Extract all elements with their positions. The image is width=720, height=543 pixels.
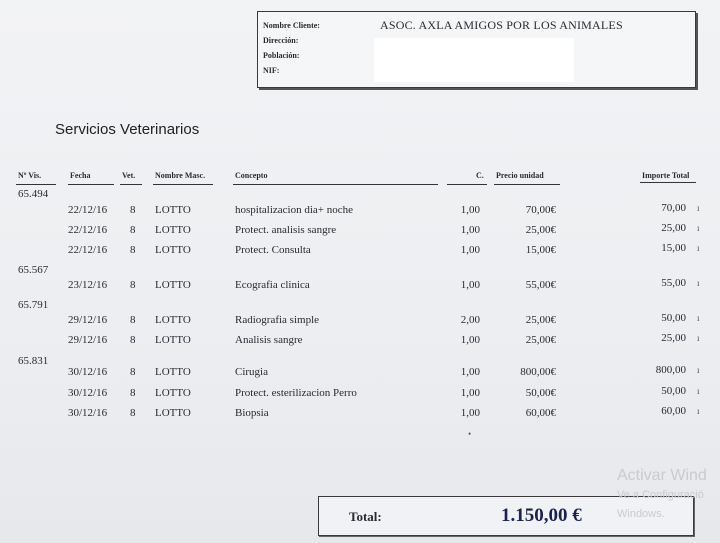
row-tick-mark: ı (697, 333, 700, 343)
cell-unit-price: 25,00€ (525, 314, 556, 326)
header-underline (153, 184, 213, 185)
cell-total: 15,00 (661, 242, 686, 254)
cell-total: 25,00 (661, 222, 686, 234)
cell-concept: Analisis sangre (235, 334, 303, 346)
cell-pet-name: LOTTO (155, 334, 191, 346)
header-underline (16, 184, 56, 185)
cell-quantity: 1,00 (460, 224, 480, 236)
cell-total: 25,00 (661, 332, 686, 344)
client-town-label: Población: (263, 51, 300, 60)
cell-pet-name: LOTTO (155, 366, 191, 378)
col-header-concept: Concepto (235, 171, 268, 180)
row-tick-mark: ı (697, 203, 700, 213)
header-underline (494, 184, 560, 185)
cell-vet: 8 (130, 387, 136, 399)
redacted-area (374, 38, 574, 82)
cell-vet: 8 (130, 244, 136, 256)
stray-mark: • (468, 429, 472, 439)
page-title: Servicios Veterinarios (55, 121, 200, 138)
cell-date: 30/12/16 (68, 407, 108, 419)
col-header-total: Importe Total (642, 171, 690, 180)
row-tick-mark: ı (697, 406, 700, 416)
cell-pet-name: LOTTO (155, 224, 191, 236)
total-value: 1.150,00 € (501, 505, 582, 526)
total-label: Total: (349, 509, 382, 524)
cell-concept: Ecografia clinica (235, 279, 310, 291)
cell-unit-price: 25,00€ (525, 334, 556, 346)
header-underline (120, 184, 142, 185)
cell-date: 29/12/16 (68, 314, 108, 326)
cell-quantity: 2,00 (460, 314, 480, 326)
header-underline (640, 182, 696, 183)
client-info-box (257, 11, 696, 88)
visit-number: 65.494 (18, 188, 49, 200)
cell-unit-price: 25,00€ (525, 224, 556, 236)
cell-vet: 8 (130, 279, 136, 291)
cell-date: 23/12/16 (68, 279, 108, 291)
cell-vet: 8 (130, 334, 136, 346)
cell-concept: Protect. esterilizacion Perro (235, 387, 357, 399)
cell-concept: Protect. analisis sangre (235, 224, 337, 236)
row-tick-mark: ı (697, 243, 700, 253)
header-underline (233, 184, 438, 185)
watermark-line: Ve a Configuració (617, 489, 704, 501)
col-header-visit: Nº Vis. (18, 171, 42, 180)
client-name-value: ASOC. AXLA AMIGOS POR LOS ANIMALES (380, 18, 623, 32)
cell-vet: 8 (130, 224, 136, 236)
cell-quantity: 1,00 (460, 387, 480, 399)
client-address-label: Dirección: (263, 36, 299, 45)
client-nif-label: NIF: (263, 66, 280, 75)
cell-quantity: 1,00 (460, 366, 480, 378)
visit-number: 65.831 (18, 355, 49, 367)
cell-concept: Protect. Consulta (235, 244, 311, 256)
watermark-line: Activar Wind (617, 467, 707, 484)
cell-vet: 8 (130, 204, 136, 216)
row-tick-mark: ı (697, 313, 700, 323)
visit-number: 65.791 (18, 299, 49, 311)
visit-number: 65.567 (18, 264, 49, 276)
cell-date: 29/12/16 (68, 334, 108, 346)
cell-vet: 8 (130, 407, 136, 419)
row-tick-mark: ı (697, 223, 700, 233)
cell-quantity: 1,00 (460, 279, 480, 291)
cell-total: 50,00 (661, 312, 686, 324)
row-tick-mark: ı (697, 365, 700, 375)
cell-unit-price: 15,00€ (525, 244, 556, 256)
cell-total: 50,00 (661, 385, 686, 397)
cell-total: 55,00 (661, 277, 686, 289)
cell-quantity: 1,00 (460, 407, 480, 419)
cell-total: 800,00 (655, 364, 686, 376)
cell-date: 22/12/16 (68, 244, 108, 256)
cell-unit-price: 70,00€ (525, 204, 556, 216)
cell-pet-name: LOTTO (155, 407, 191, 419)
watermark-line: Windows. (617, 508, 665, 520)
cell-concept: Cirugia (235, 366, 268, 378)
header-underline (68, 184, 114, 185)
cell-unit-price: 50,00€ (525, 387, 556, 399)
cell-pet-name: LOTTO (155, 204, 191, 216)
cell-pet-name: LOTTO (155, 387, 191, 399)
cell-quantity: 1,00 (460, 244, 480, 256)
col-header-vet: Vet. (122, 171, 136, 180)
col-header-unit-price: Precio unidad (496, 171, 544, 180)
cell-total: 70,00 (661, 202, 686, 214)
cell-quantity: 1,00 (460, 204, 480, 216)
col-header-qty: C. (476, 171, 484, 180)
cell-date: 30/12/16 (68, 366, 108, 378)
cell-unit-price: 800,00€ (520, 366, 556, 378)
cell-vet: 8 (130, 366, 136, 378)
cell-pet-name: LOTTO (155, 279, 191, 291)
cell-concept: Biopsia (235, 407, 269, 419)
row-tick-mark: ı (697, 386, 700, 396)
cell-date: 22/12/16 (68, 224, 108, 236)
cell-date: 22/12/16 (68, 204, 108, 216)
cell-vet: 8 (130, 314, 136, 326)
header-underline (447, 184, 487, 185)
cell-date: 30/12/16 (68, 387, 108, 399)
col-header-pet: Nombre Masc. (155, 171, 206, 180)
row-tick-mark: ı (697, 278, 700, 288)
cell-pet-name: LOTTO (155, 244, 191, 256)
cell-unit-price: 55,00€ (525, 279, 556, 291)
cell-pet-name: LOTTO (155, 314, 191, 326)
cell-concept: Radiografia simple (235, 314, 320, 326)
cell-quantity: 1,00 (460, 334, 480, 346)
cell-total: 60,00 (661, 405, 686, 417)
cell-unit-price: 60,00€ (525, 407, 556, 419)
cell-concept: hospitalizacion dia+ noche (235, 204, 353, 216)
client-name-label: Nombre Cliente: (263, 21, 320, 30)
col-header-date: Fecha (70, 171, 91, 180)
